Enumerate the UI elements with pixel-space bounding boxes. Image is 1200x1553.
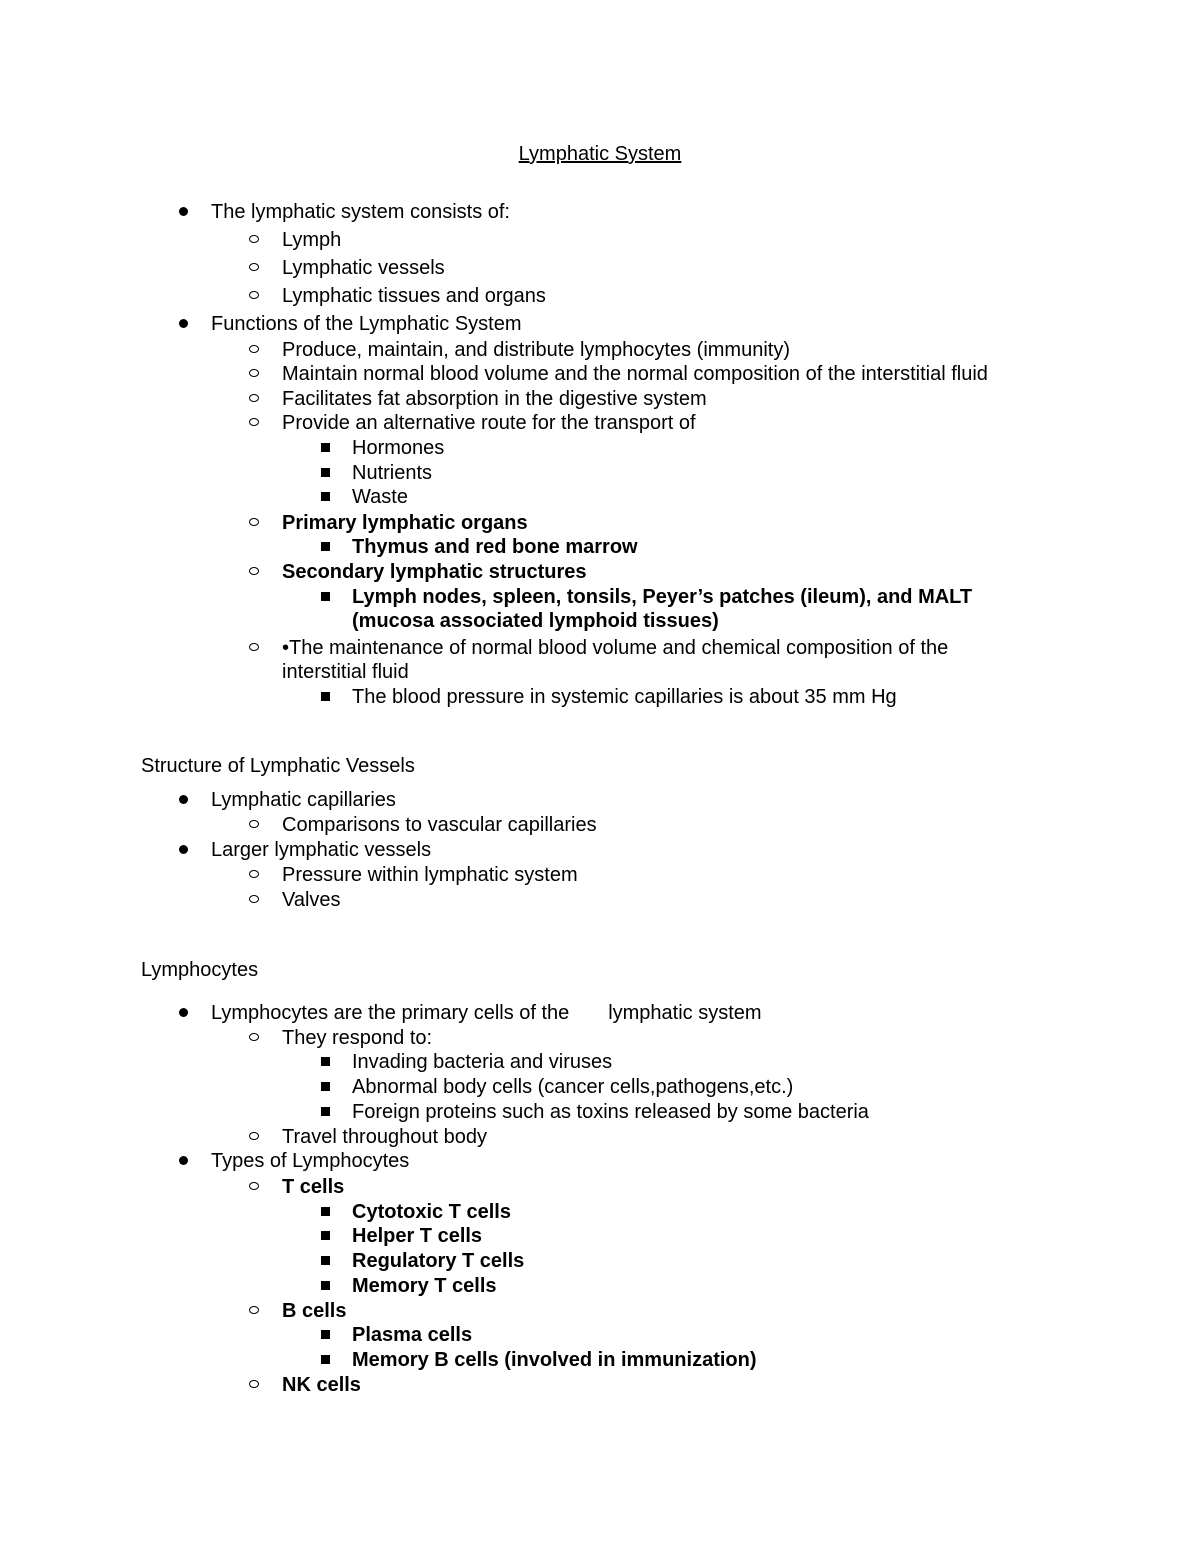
list-item-component: Lymph — [282, 229, 342, 251]
list-item-primary-organs: Primary lymphatic organs — [282, 512, 528, 534]
section-heading-vessels: Structure of Lymphatic Vessels — [141, 755, 415, 777]
bullet-circle-icon — [245, 228, 263, 252]
bullet-circle-icon — [245, 387, 263, 411]
bullet-square-icon — [316, 535, 334, 559]
list-item-t-cell-type: Regulatory T cells — [352, 1250, 525, 1272]
bullet-circle-icon — [245, 338, 263, 362]
list-item-b-cell-type: Plasma cells — [352, 1324, 473, 1346]
bullet-square-icon — [316, 1075, 334, 1099]
bullet-square-icon — [316, 1274, 334, 1298]
bullet-square-icon — [316, 436, 334, 460]
list-item-t-cells: T cells — [282, 1176, 345, 1198]
bullet-square-icon — [316, 1323, 334, 1347]
list-item-comparisons: Comparisons to vascular capillaries — [282, 814, 597, 836]
bullet-square-icon — [316, 1200, 334, 1224]
bullet-circle-icon — [245, 888, 263, 912]
bullet-circle-icon — [245, 1299, 263, 1323]
list-item-function: Provide an alternative route for the transport of — [282, 412, 696, 434]
list-item-t-cell-type: Memory T cells — [352, 1275, 497, 1297]
list-item-primary-organs-detail: Thymus and red bone marrow — [352, 536, 638, 558]
bullet-circle-icon — [245, 560, 263, 584]
bullet-disc-icon — [174, 838, 192, 862]
list-item-secondary-structures: Secondary lymphatic structures — [282, 561, 587, 583]
document-title: Lymphatic System — [518, 143, 682, 165]
list-item-blood-pressure: The blood pressure in systemic capillaries is about 35 mm Hg — [352, 686, 897, 708]
bullet-square-icon — [316, 461, 334, 485]
bullet-disc-icon — [174, 312, 192, 336]
list-item-function: Facilitates fat absorption in the digestive system — [282, 388, 707, 410]
list-item-capillaries: Lymphatic capillaries — [211, 789, 396, 811]
bullet-square-icon — [316, 1224, 334, 1248]
list-item-function: Maintain normal blood volume and the normal composition of the interstitial fluid — [282, 363, 988, 385]
list-item-respond-to: They respond to: — [282, 1027, 433, 1049]
bullet-square-icon — [316, 485, 334, 509]
list-item-types-heading: Types of Lymphocytes — [211, 1150, 410, 1172]
list-item-component: Lymphatic tissues and organs — [282, 285, 546, 307]
list-item-functions-heading: Functions of the Lymphatic System — [211, 313, 522, 335]
bullet-square-icon — [316, 1050, 334, 1074]
list-item-consists-of: The lymphatic system consists of: — [211, 201, 510, 223]
bullet-circle-icon — [245, 1125, 263, 1149]
bullet-disc-icon — [174, 788, 192, 812]
list-item-b-cell-type: Memory B cells (involved in immunization) — [352, 1349, 757, 1371]
list-item-respond: Abnormal body cells (cancer cells,pathogens,etc.) — [352, 1076, 794, 1098]
bullet-square-icon — [316, 685, 334, 709]
list-item-larger-vessels: Larger lymphatic vessels — [211, 839, 432, 861]
bullet-circle-icon — [245, 636, 263, 660]
list-item-b-cells: B cells — [282, 1300, 347, 1322]
list-item-nk-cells: NK cells — [282, 1374, 361, 1396]
bullet-circle-icon — [245, 256, 263, 280]
bullet-disc-icon — [174, 200, 192, 224]
list-item-travel: Travel throughout body — [282, 1126, 487, 1148]
list-item-transport: Nutrients — [352, 462, 433, 484]
list-item-t-cell-type: Cytotoxic T cells — [352, 1201, 511, 1223]
list-item-transport: Hormones — [352, 437, 445, 459]
list-item-component: Lymphatic vessels — [282, 257, 445, 279]
list-item-primary-cells: Lymphocytes are the primary cells of the lymphatic system — [211, 1002, 762, 1024]
bullet-circle-icon — [245, 1026, 263, 1050]
bullet-circle-icon — [245, 863, 263, 887]
bullet-square-icon — [316, 1348, 334, 1372]
bullet-square-icon — [316, 1100, 334, 1124]
list-item-respond: Invading bacteria and viruses — [352, 1051, 613, 1073]
bullet-circle-icon — [245, 511, 263, 535]
bullet-circle-icon — [245, 411, 263, 435]
list-item-transport: Waste — [352, 486, 408, 508]
bullet-square-icon — [316, 585, 334, 609]
list-item-larger-vessel-detail: Valves — [282, 889, 341, 911]
bullet-circle-icon — [245, 813, 263, 837]
list-item-t-cell-type: Helper T cells — [352, 1225, 483, 1247]
bullet-disc-icon — [174, 1149, 192, 1173]
bullet-circle-icon — [245, 1373, 263, 1397]
list-item-secondary-structures-detail: Lymph nodes, spleen, tonsils, Peyer’s patches (ileum), and MALT (mucosa associated lymphoid tissues) — [352, 586, 973, 632]
bullet-circle-icon — [245, 284, 263, 308]
bullet-square-icon — [316, 1249, 334, 1273]
bullet-circle-icon — [245, 1175, 263, 1199]
bullet-disc-icon — [174, 1001, 192, 1025]
list-item-larger-vessel-detail: Pressure within lymphatic system — [282, 864, 578, 886]
bullet-circle-icon — [245, 362, 263, 386]
list-item-respond: Foreign proteins such as toxins released by some bacteria — [352, 1101, 869, 1123]
list-item-maintenance: •The maintenance of normal blood volume and chemical composition of the interstitial fluid — [282, 637, 949, 683]
list-item-function: Produce, maintain, and distribute lymphocytes (immunity) — [282, 339, 790, 361]
section-heading-lymphocytes: Lymphocytes — [141, 959, 259, 981]
